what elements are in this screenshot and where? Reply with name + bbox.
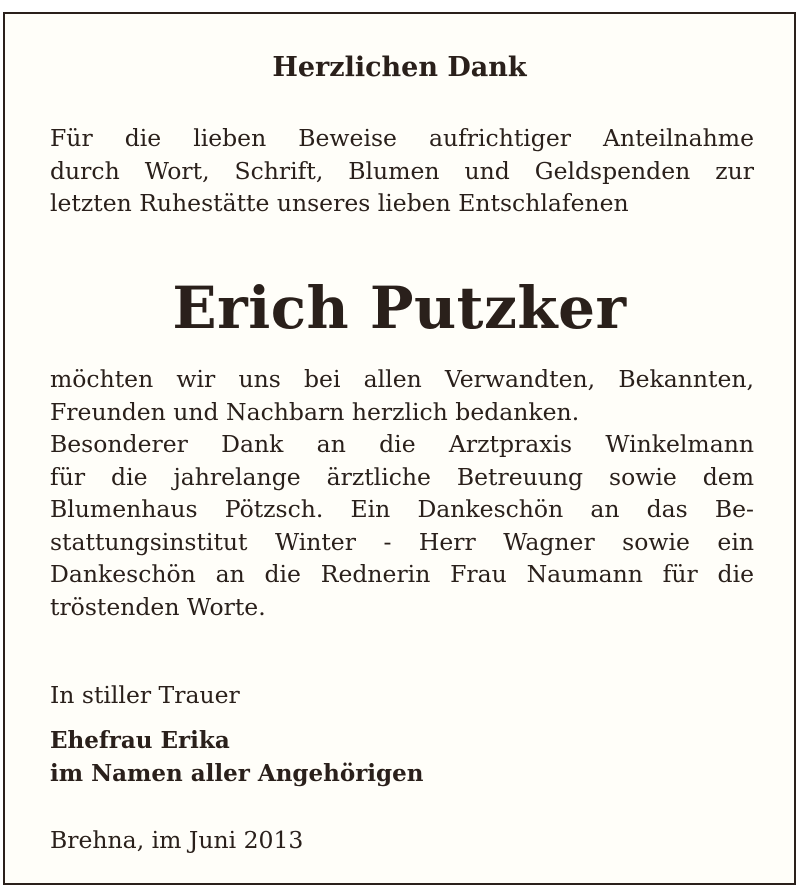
closing-phrase: In stiller Trauer xyxy=(50,681,240,709)
body-paragraph xyxy=(50,363,754,623)
body-line: Freunden und Nachbarn herzlich bedanken. xyxy=(50,397,580,426)
intro-line: Für die lieben Beweise aufrichtiger Anteilnahme xyxy=(50,124,754,152)
intro-paragraph xyxy=(50,122,754,220)
body-line: stattungsinstitut Winter - Herr Wagner sowie ein xyxy=(50,527,754,556)
body-line: möchten wir uns bei allen Verwandten, Bekannten, xyxy=(50,365,754,393)
body-line: tröstenden Worte. xyxy=(50,592,266,621)
signers-block xyxy=(50,725,423,790)
notice-heading: Herzlichen Dank xyxy=(272,52,527,83)
obituary-thank-you-notice xyxy=(3,12,796,885)
deceased-name: Erich Putzker xyxy=(172,274,627,342)
place-and-date: Brehna, im Juni 2013 xyxy=(50,826,304,854)
body-line: Blumenhaus Pötzsch. Ein Dankeschön an das Be- xyxy=(50,495,754,523)
signer-line: im Namen aller Angehörigen xyxy=(50,759,424,787)
intro-line: letzten Ruhestätte unseres lieben Entschlafenen xyxy=(50,189,629,217)
body-line: für die jahrelange ärztliche Betreuung sowie dem xyxy=(50,462,754,491)
body-line: Dankeschön an die Rednerin Frau Naumann für die xyxy=(50,560,754,588)
body-line: Besonderer Dank an die Arztpraxis Winkelmann xyxy=(50,430,754,458)
signer-line: Ehefrau Erika xyxy=(50,727,230,754)
intro-line: durch Wort, Schrift, Blumen und Geldspenden zur xyxy=(50,156,754,185)
